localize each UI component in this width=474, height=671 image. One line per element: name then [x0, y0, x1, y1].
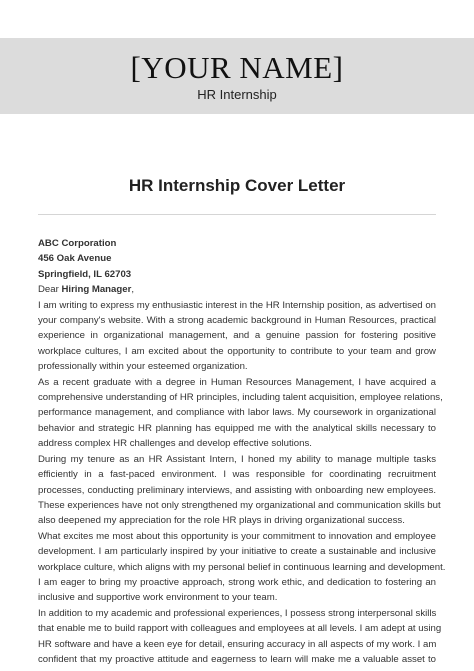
- title-divider: [38, 214, 436, 215]
- salutation: [38, 282, 436, 297]
- paragraph-line: performance management, and compliance with labor laws. My coursework in organizational: [38, 407, 436, 419]
- company-name: ABC Corporation: [38, 238, 117, 249]
- paragraph-line: I am eager to bring my proactive approach, strong work ethic, and dedication to fostering an: [38, 576, 436, 588]
- paragraph-line: HR software and have a keen eye for detail, ensuring accuracy in all aspects of my work. I am: [38, 638, 437, 650]
- paragraph-line: professionally within your esteemed organization.: [38, 361, 248, 373]
- paragraph-line: confident that my proactive attitude and eagerness to learn will make me a valuable asset to: [38, 653, 436, 665]
- paragraph-line: that enable me to build rapport with colleagues and employees at all levels. I am adept at using: [38, 623, 442, 635]
- paragraph-line: workplace cultures, I am excited about the opportunity to contribute to your team and grow: [38, 345, 436, 357]
- paragraph-line: behavior and strategic HR planning has equipped me with the analytical skills necessary to: [38, 422, 436, 434]
- paragraph-line: In addition to my academic and professional experiences, I possess strong interpersonal skills: [38, 607, 437, 619]
- paragraph-line: address complex HR challenges and develop effective solutions.: [38, 438, 312, 450]
- paragraph-line: As a recent graduate with a degree in Human Resources Management, I have acquired a: [38, 376, 436, 388]
- letter-body: [38, 236, 446, 667]
- paragraph-line: What excites me most about this opportunity is your commitment to innovation and employee: [38, 530, 436, 542]
- salutation-name: Hiring Manager: [61, 284, 132, 296]
- position-subtitle: HR Internship: [197, 87, 277, 102]
- company-street: 456 Oak Avenue: [38, 253, 112, 265]
- paragraph-line: experience in organizational management, and a genuine passion for fostering positive: [38, 330, 436, 342]
- paragraph-line: your company's website. With a strong academic background in Human Resources, practical: [38, 315, 436, 327]
- paragraph-line: development. I am particularly inspired by your initiative to create a sustainable and inclusive: [38, 546, 436, 558]
- paragraph-line: During my tenure as an HR Assistant Intern, I honed my ability to manage multiple tasks: [38, 453, 436, 465]
- applicant-name: [YOUR NAME]: [130, 50, 344, 85]
- paragraph-line: inclusive and supportive work environment to your team.: [38, 592, 278, 604]
- paragraph-line: also deepened my appreciation for the role HR plays in driving organizational success.: [38, 515, 405, 527]
- paragraph-line: I am writing to express my enthusiastic interest in the HR Internship position, as advertised on: [38, 299, 436, 311]
- paragraph-line: workplace culture, which aligns with my personal belief in continuous learning and development.: [38, 561, 446, 573]
- salutation-suffix: ,: [131, 284, 134, 296]
- paragraph-line: efficiently in a fast-paced environment. I was responsible for coordinating recruitment: [38, 469, 436, 481]
- company-city: Springfield, IL 62703: [38, 268, 132, 280]
- paragraph-line: comprehensive understanding of HR principles, including talent acquisition, employee relations,: [38, 392, 443, 404]
- salutation-prefix: Dear: [38, 284, 59, 296]
- paragraph-line: processes, conducting preliminary interviews, and assisting with onboarding new employees.: [38, 484, 436, 496]
- paragraph-line: These experiences have not only strengthened my organizational and communication skills but: [38, 499, 441, 511]
- document-title: HR Internship Cover Letter: [128, 176, 346, 195]
